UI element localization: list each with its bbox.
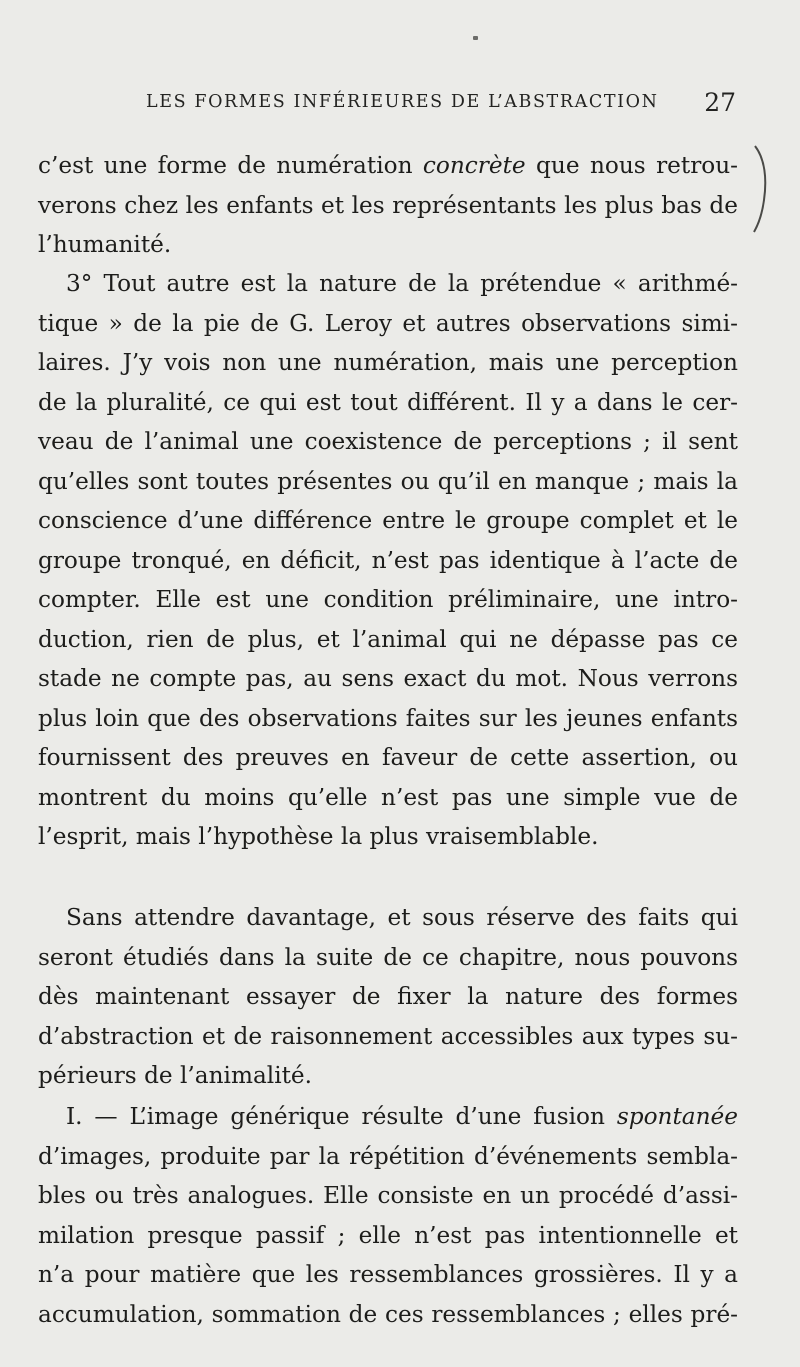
text-line: l’humanité. — [38, 231, 172, 258]
text-line: 3° Tout autre est la nature de la prétendue « arithmé- — [66, 270, 738, 297]
text-line: d’images, produite par la répétition d’événements sembla- — [38, 1142, 738, 1170]
text-line: c’est une forme de numération concrète que nous retrou- — [38, 152, 739, 179]
page-number: 27 — [704, 88, 736, 117]
text-line: compter. Elle est une condition préliminaire, une intro- — [38, 586, 738, 613]
running-header — [0, 88, 800, 124]
text-line: n’a pour matière que les ressemblances grossières. Il y a — [38, 1261, 738, 1288]
paragraph-arithmetic-of-magpie — [38, 264, 738, 857]
text-line: I. — L’image générique résulte d’une fusion spontanée — [66, 1103, 738, 1130]
text-line: seront étudiés dans la suite de ce chapitre, nous pouvons — [38, 943, 738, 971]
text-line: tique » de la pie de G. Leroy et autres observations simi- — [38, 309, 738, 337]
text-line: conscience d’une différence entre le groupe complet et le — [38, 507, 738, 534]
printer-speck — [473, 36, 478, 40]
text-line: fournissent des preuves en faveur de cette assertion, ou — [38, 744, 738, 771]
text-line: Sans attendre davantage, et sous réserve des faits qui — [66, 904, 738, 931]
italic-word: concrète — [422, 152, 526, 179]
italic-word: spontanée — [616, 1103, 738, 1130]
text-line: stade ne compte pas, au sens exact du mot. Nous verrons — [38, 665, 738, 692]
paragraph-generic-image — [38, 1097, 738, 1334]
text-line: milation presque passif ; elle n’est pas intentionnelle et — [38, 1221, 738, 1249]
text-line: l’esprit, mais l’hypothèse la plus vraisemblable. — [38, 823, 599, 850]
text-line: d’abstraction et de raisonnement accessibles aux types su- — [38, 1022, 738, 1050]
text-line: veau de l’animal une coexistence de perceptions ; il sent — [38, 428, 738, 455]
text-line: de la pluralité, ce qui est tout différent. Il y a dans le cer- — [38, 388, 738, 416]
text-line: laires. J’y vois non une numération, mais une perception — [38, 349, 738, 376]
text-line: groupe tronqué, en déficit, n’est pas identique à l’acte de — [38, 546, 738, 574]
paragraph-animal-abstraction — [38, 898, 738, 1096]
paragraph-concrete-numeration — [38, 146, 738, 265]
text-line: plus loin que des observations faites sur les jeunes enfants — [38, 704, 738, 732]
text-line: bles ou très analogues. Elle consiste en un procédé d’assi- — [38, 1182, 738, 1209]
text-line: dès maintenant essayer de fixer la nature des formes — [38, 983, 738, 1010]
text-line: accumulation, sommation de ces ressemblances ; elles pré- — [38, 1300, 738, 1328]
running-title: LES FORMES INFÉRIEURES DE L’ABSTRACTION — [146, 92, 659, 112]
text-line: qu’elles sont toutes présentes ou qu’il en manque ; mais la — [38, 467, 738, 495]
text-line: périeurs de l’animalité. — [38, 1062, 313, 1089]
text-line: montrent du moins qu’elle n’est pas une simple vue de — [38, 783, 738, 811]
text-line: verons chez les enfants et les représentants les plus bas de — [38, 191, 738, 219]
text-line: duction, rien de plus, et l’animal qui ne dépasse pas ce — [38, 625, 738, 653]
margin-bracket-mark — [748, 145, 770, 233]
